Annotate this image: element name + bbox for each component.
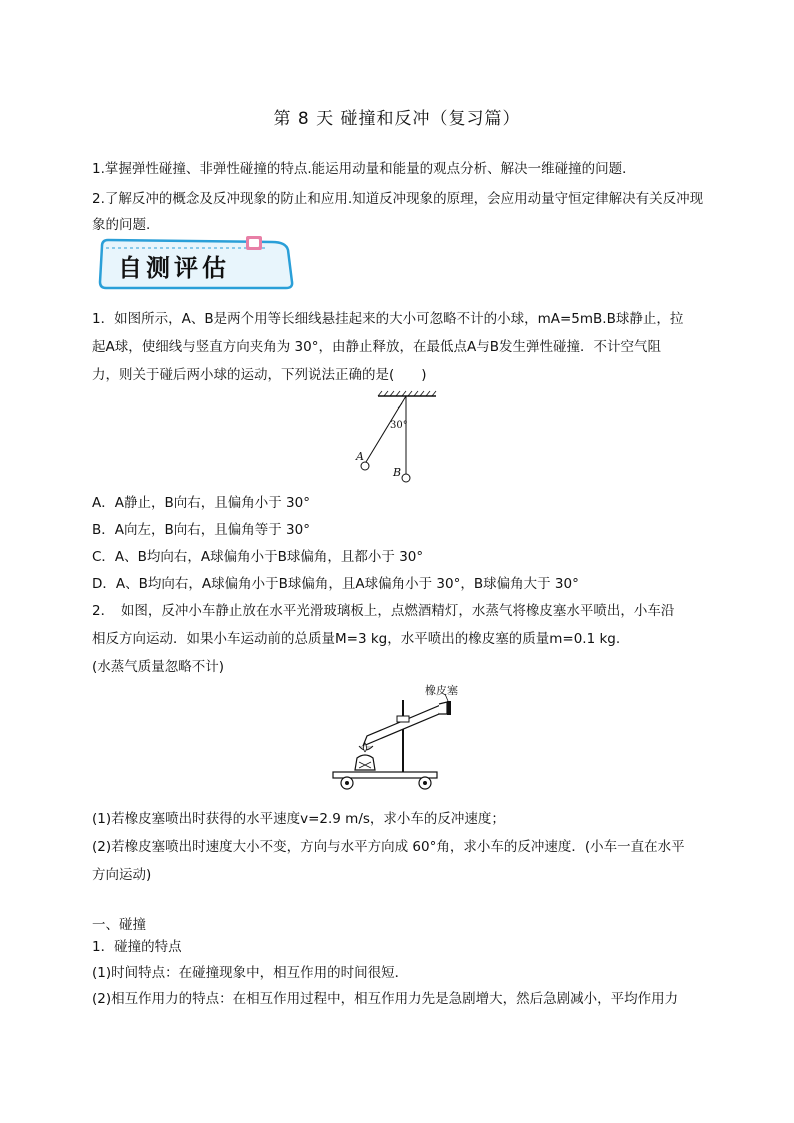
q2-sub-question-2-line-1: (2)若橡皮塞喷出时速度大小不变，方向与水平方向成 60°角，求小车的反冲速度．(小车一直在水平 xyxy=(92,839,685,855)
q2-recoil-cart-figure xyxy=(325,680,475,795)
ball-a-label: A xyxy=(356,450,364,463)
q1-option-d: D．A、B均向右，A球偏角小于B球偏角，且A球偏角小于 30°，B球偏角大于 30° xyxy=(92,576,579,592)
rubber-stopper-label: 橡皮塞 xyxy=(425,684,458,697)
objective-2: 2.了解反冲的概念及反冲现象的防止和应用.知道反冲现象的原理，会应用动量守恒定律解决有关反冲现象的问题. xyxy=(92,191,704,233)
q1-option-a: A．A静止，B向右，且偏角小于 30° xyxy=(92,495,310,511)
q1-option-c: C．A、B均向右，A球偏角小于B球偏角，且都小于 30° xyxy=(92,549,424,565)
q2-stem-line-2: 相反方向运动．如果小车运动前的总质量M=3 kg，水平喷出的橡皮塞的质量m=0.1 kg. xyxy=(92,631,621,647)
q2-sub-question-1: (1)若橡皮塞喷出时获得的水平速度v=2.9 m/s，求小车的反冲速度； xyxy=(92,811,505,827)
q1-pendulum-figure xyxy=(350,390,440,490)
page-title: 第 8 天 碰撞和反冲（复习篇） xyxy=(273,109,521,129)
section-heading: 一、碰撞 xyxy=(92,917,146,933)
q1-stem-line-1: 1．如图所示，A、B是两个用等长细线悬挂起来的大小可忽略不计的小球，mA=5mB.B球静止，拉 xyxy=(92,311,684,327)
angle-label: 30° xyxy=(390,420,408,431)
review-point-2: (2)相互作用力的特点：在相互作用过程中，相互作用力先是急剧增大，然后急剧减小，平均作用力 xyxy=(92,991,679,1007)
q2-sub-question-2-line-2: 方向运动) xyxy=(92,867,152,883)
q2-stem-line-1: 2． 如图，反冲小车静止放在水平光滑玻璃板上，点燃酒精灯，水蒸气将橡皮塞水平喷出，小车沿 xyxy=(92,603,675,619)
badge-label: 自测评估 xyxy=(118,254,230,282)
q2-stem-line-3: (水蒸气质量忽略不计) xyxy=(92,659,225,675)
q1-option-b: B．A向左，B向右，且偏角等于 30° xyxy=(92,522,310,538)
ball-b-label: B xyxy=(393,466,402,479)
section-sub-heading: 1．碰撞的特点 xyxy=(92,939,182,955)
q1-stem-line-2: 起A球，使细线与竖直方向夹角为 30°，由静止释放，在最低点A与B发生弹性碰撞．不计空气阻 xyxy=(92,339,661,355)
objective-1: 1.掌握弹性碰撞、非弹性碰撞的特点.能运用动量和能量的观点分析、解决一维碰撞的问题． xyxy=(92,161,636,177)
self-assessment-badge xyxy=(96,236,296,292)
review-point-1: (1)时间特点：在碰撞现象中，相互作用的时间很短． xyxy=(92,965,409,981)
q1-stem-line-3: 力，则关于碰后两小球的运动，下列说法正确的是( ) xyxy=(92,367,427,383)
